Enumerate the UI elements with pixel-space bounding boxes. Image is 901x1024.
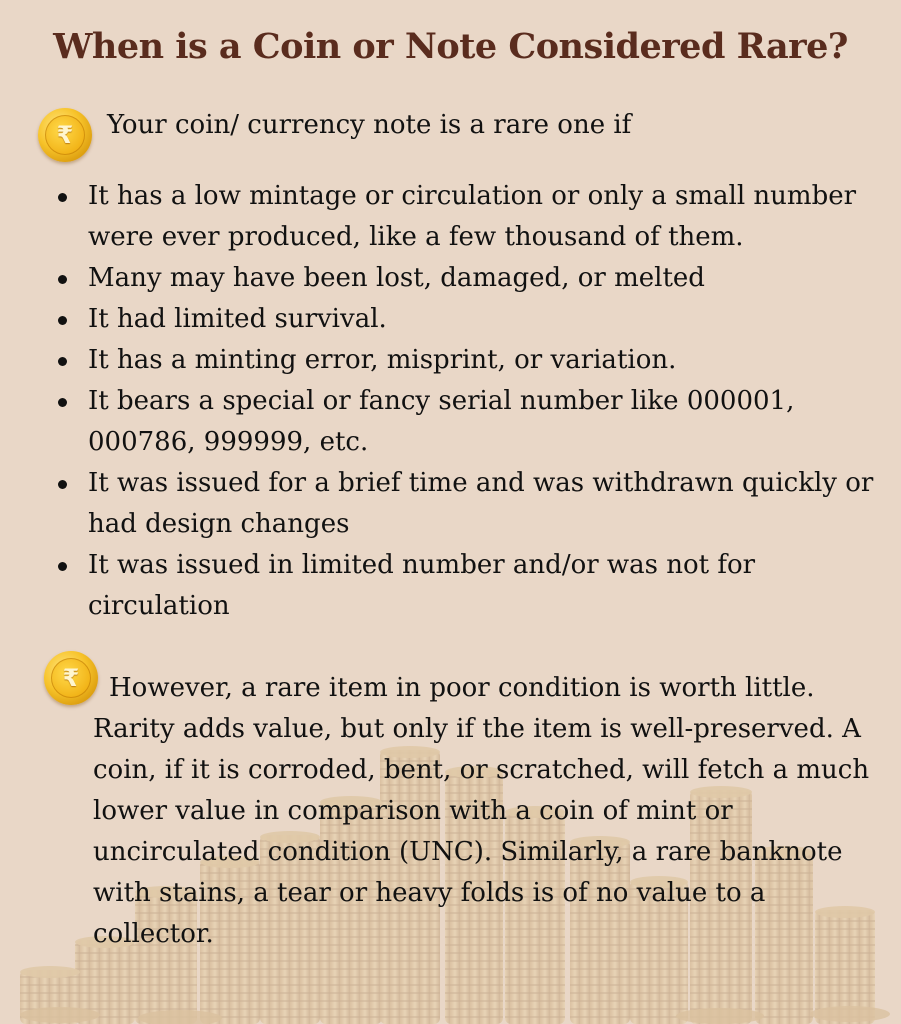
rarity-criteria-list (50, 176, 890, 627)
intro-text: Your coin/ currency note is a rare one if (107, 110, 632, 140)
list-item: It was issued in limited number and/or was not for circulation (50, 545, 890, 627)
rupee-symbol: ₹ (45, 115, 85, 155)
rupee-coin-icon (38, 108, 92, 162)
list-item: It had limited survival. (50, 299, 890, 340)
list-item: It has a minting error, misprint, or variation. (50, 340, 890, 381)
condition-paragraph (93, 668, 893, 955)
list-item: It bears a special or fancy serial number like 000001, 000786, 999999, etc. (50, 381, 890, 463)
rupee-symbol: ₹ (51, 658, 91, 698)
page-title: When is a Coin or Note Considered Rare? (53, 26, 848, 67)
condition-paragraph-text: However, a rare item in poor condition is worth little. Rarity adds value, but only if the item is well-preserved. A coin, if it is corroded, bent, or scratched, will fetch a much lower value in comparison with a coin of mint or uncirculated condition (UNC). Similarly, a rare banknote with stains, a tear or heavy folds is of no value to a collector. (93, 673, 870, 949)
rupee-coin-icon (44, 651, 98, 705)
list-item: Many may have been lost, damaged, or melted (50, 258, 890, 299)
list-item: It has a low mintage or circulation or only a small number were ever produced, like a few thousand of them. (50, 176, 890, 258)
list-item: It was issued for a brief time and was withdrawn quickly or had design changes (50, 463, 890, 545)
